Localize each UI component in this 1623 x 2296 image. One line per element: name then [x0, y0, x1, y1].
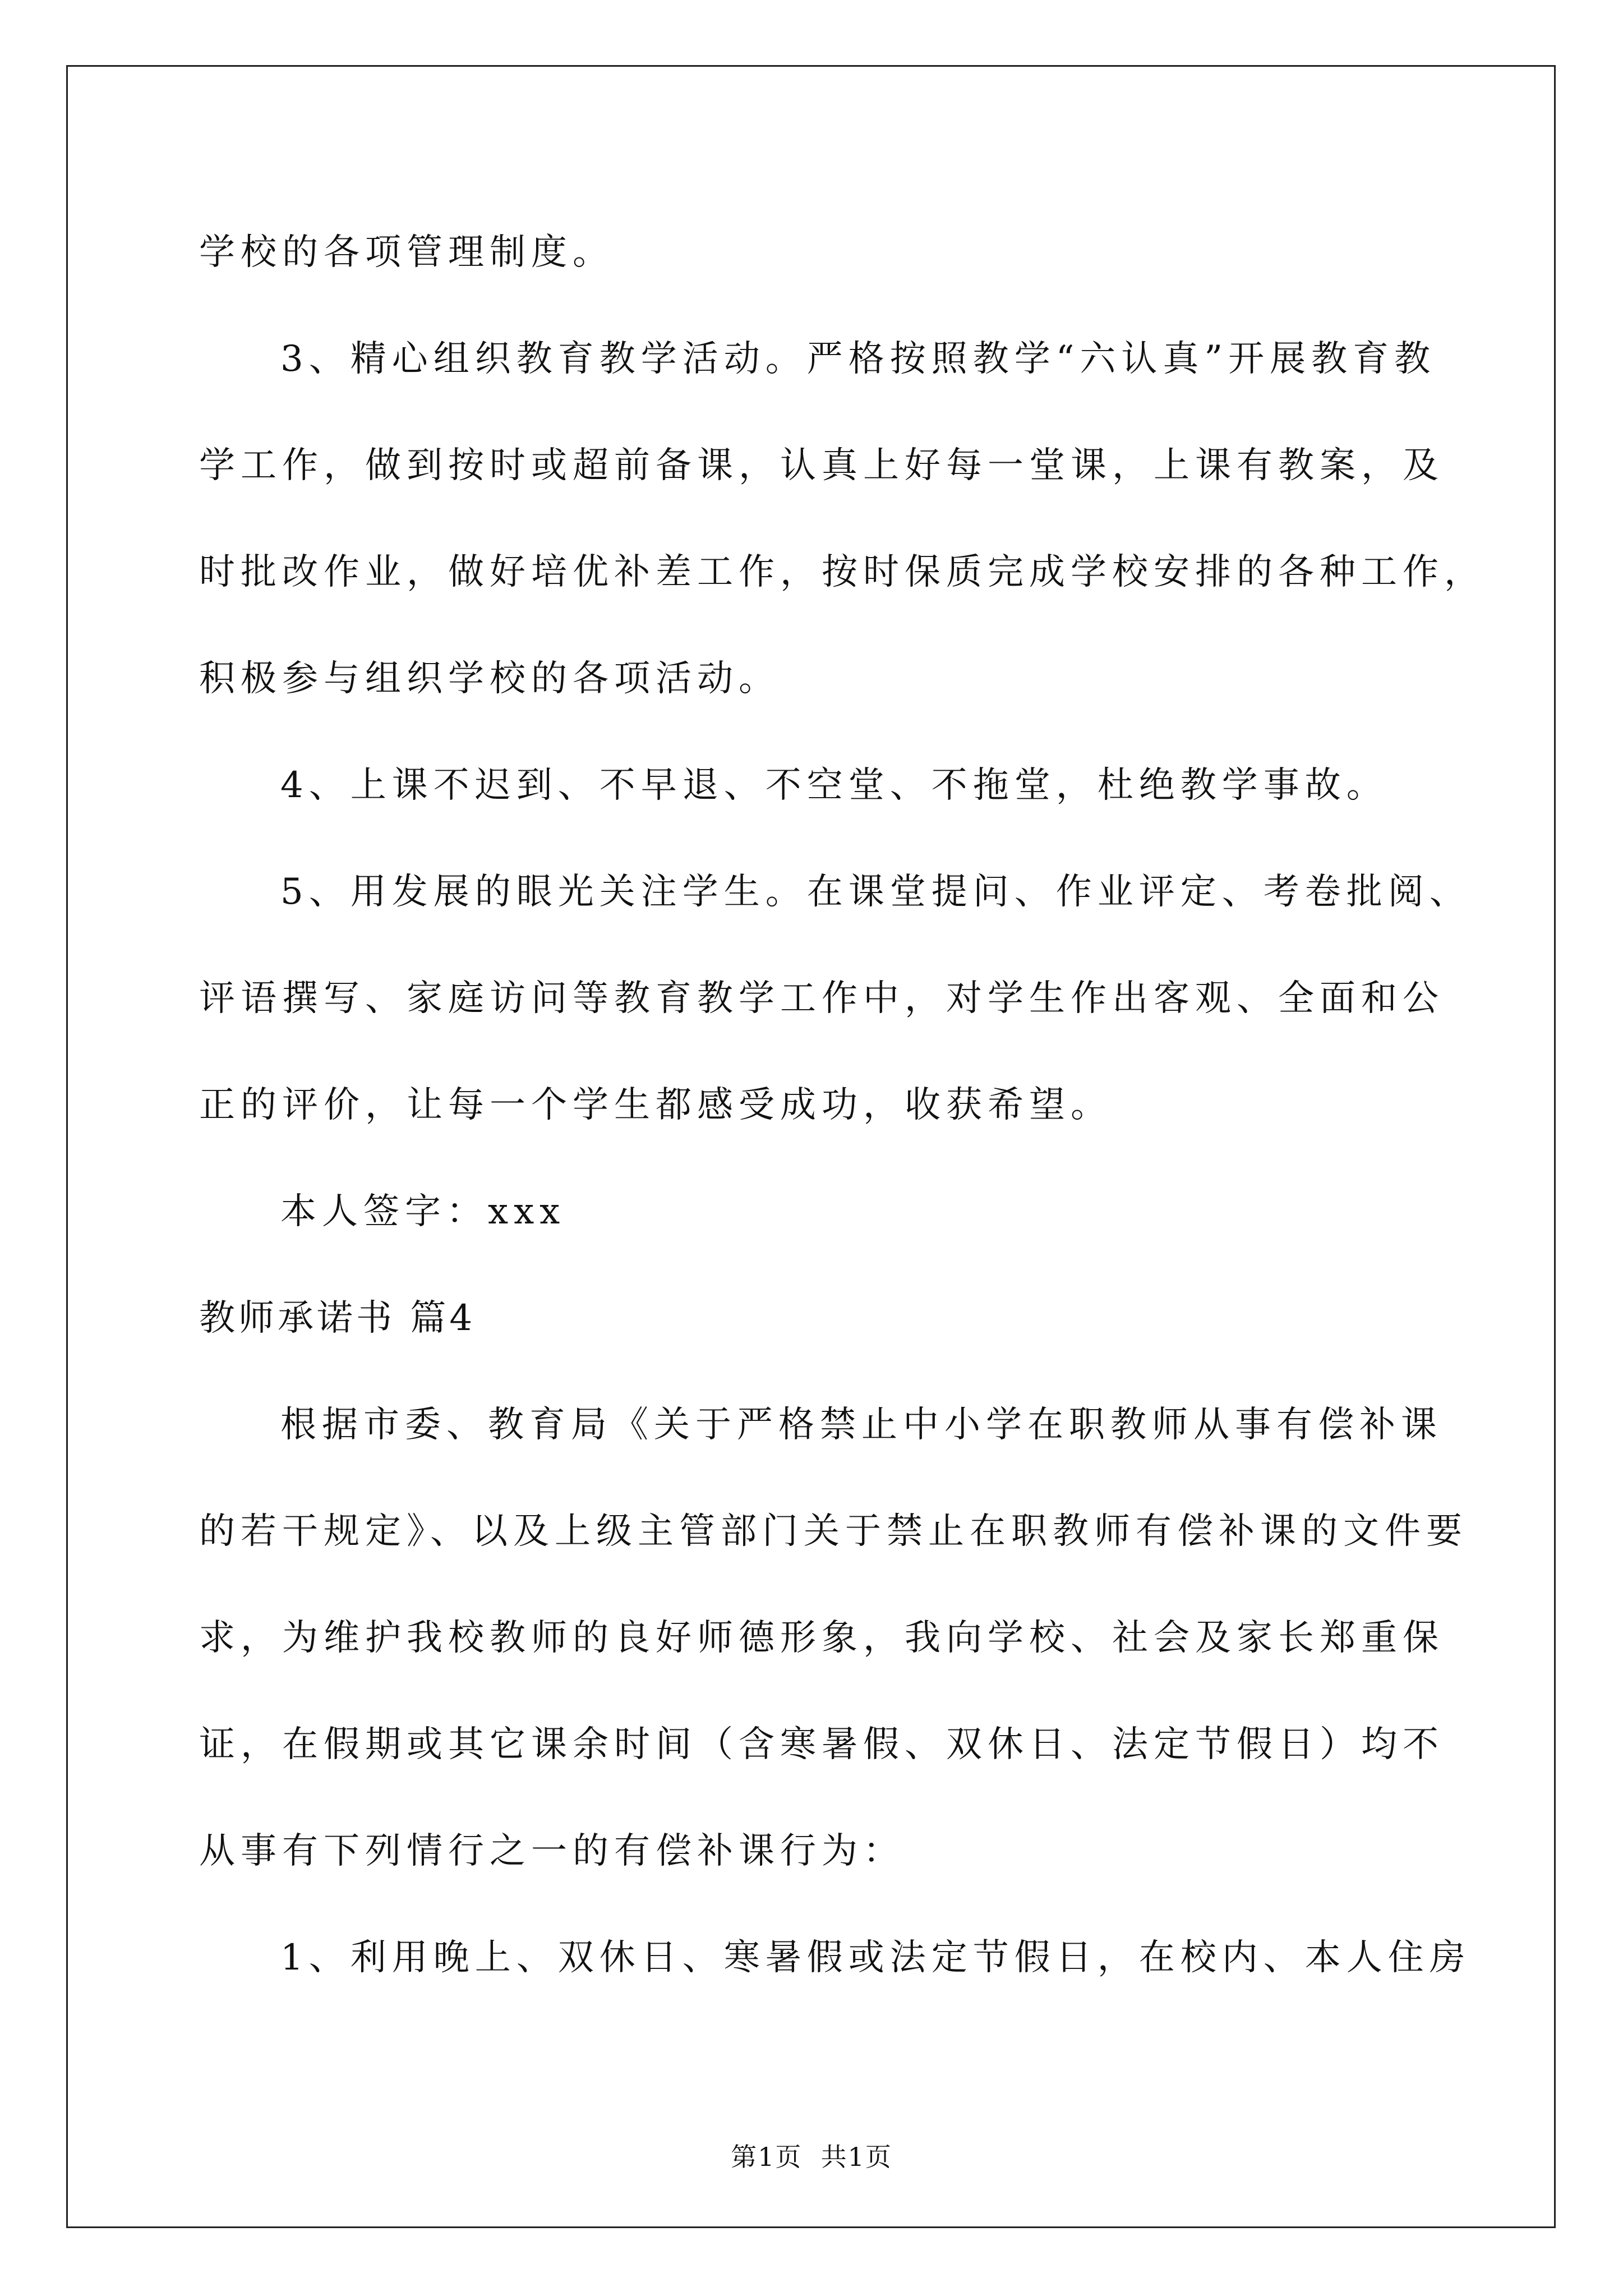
text-line-item-4: 4、上课不迟到、不早退、不空堂、不拖堂，杜绝教学事故。 [280, 765, 1388, 806]
text-line: 学工作，做到按时或超前备课，认真上好每一堂课，上课有教案，及 [199, 445, 1444, 486]
text-line-item-3: 3、精心组织教育教学活动。严格按照教学“六认真”开展教育教 [280, 338, 1436, 380]
text-line: 时批改作业，做好培优补差工作，按时保质完成学校安排的各种工作， [199, 551, 1486, 593]
section-heading: 教师承诺书 篇4 [199, 1297, 476, 1339]
text-line: 的若干规定》、以及上级主管部门关于禁止在职教师有偿补课的文件要 [199, 1511, 1468, 1552]
page-number-footer: 第1页 共1页 [731, 2142, 892, 2172]
text-line: 正的评价，让每一个学生都感受成功，收获希望。 [199, 1084, 1112, 1126]
text-line-item-5: 5、用发展的眼光关注学生。在课堂提问、作业评定、考卷批阅、 [280, 871, 1471, 913]
text-line-intro: 根据市委、教育局《关于严格禁止中小学在职教师从事有偿补课 [280, 1404, 1442, 1446]
signature-line: 本人签字：xxx [280, 1191, 566, 1232]
text-line: 从事有下列情行之一的有偿补课行为： [199, 1830, 905, 1872]
text-line-item-1: 1、利用晚上、双休日、寒暑假或法定节假日，在校内、本人住房 [280, 1937, 1471, 1978]
text-line: 求，为维护我校教师的良好师德形象，我向学校、社会及家长郑重保 [199, 1617, 1444, 1659]
text-line: 评语撰写、家庭访问等教育教学工作中，对学生作出客观、全面和公 [199, 978, 1444, 1019]
text-line-continuation: 学校的各项管理制度。 [199, 232, 614, 273]
page-border [66, 65, 1556, 2228]
text-line: 积极参与组织学校的各项活动。 [199, 658, 780, 700]
text-line: 证，在假期或其它课余时间（含寒暑假、双休日、法定节假日）均不 [199, 1724, 1444, 1765]
